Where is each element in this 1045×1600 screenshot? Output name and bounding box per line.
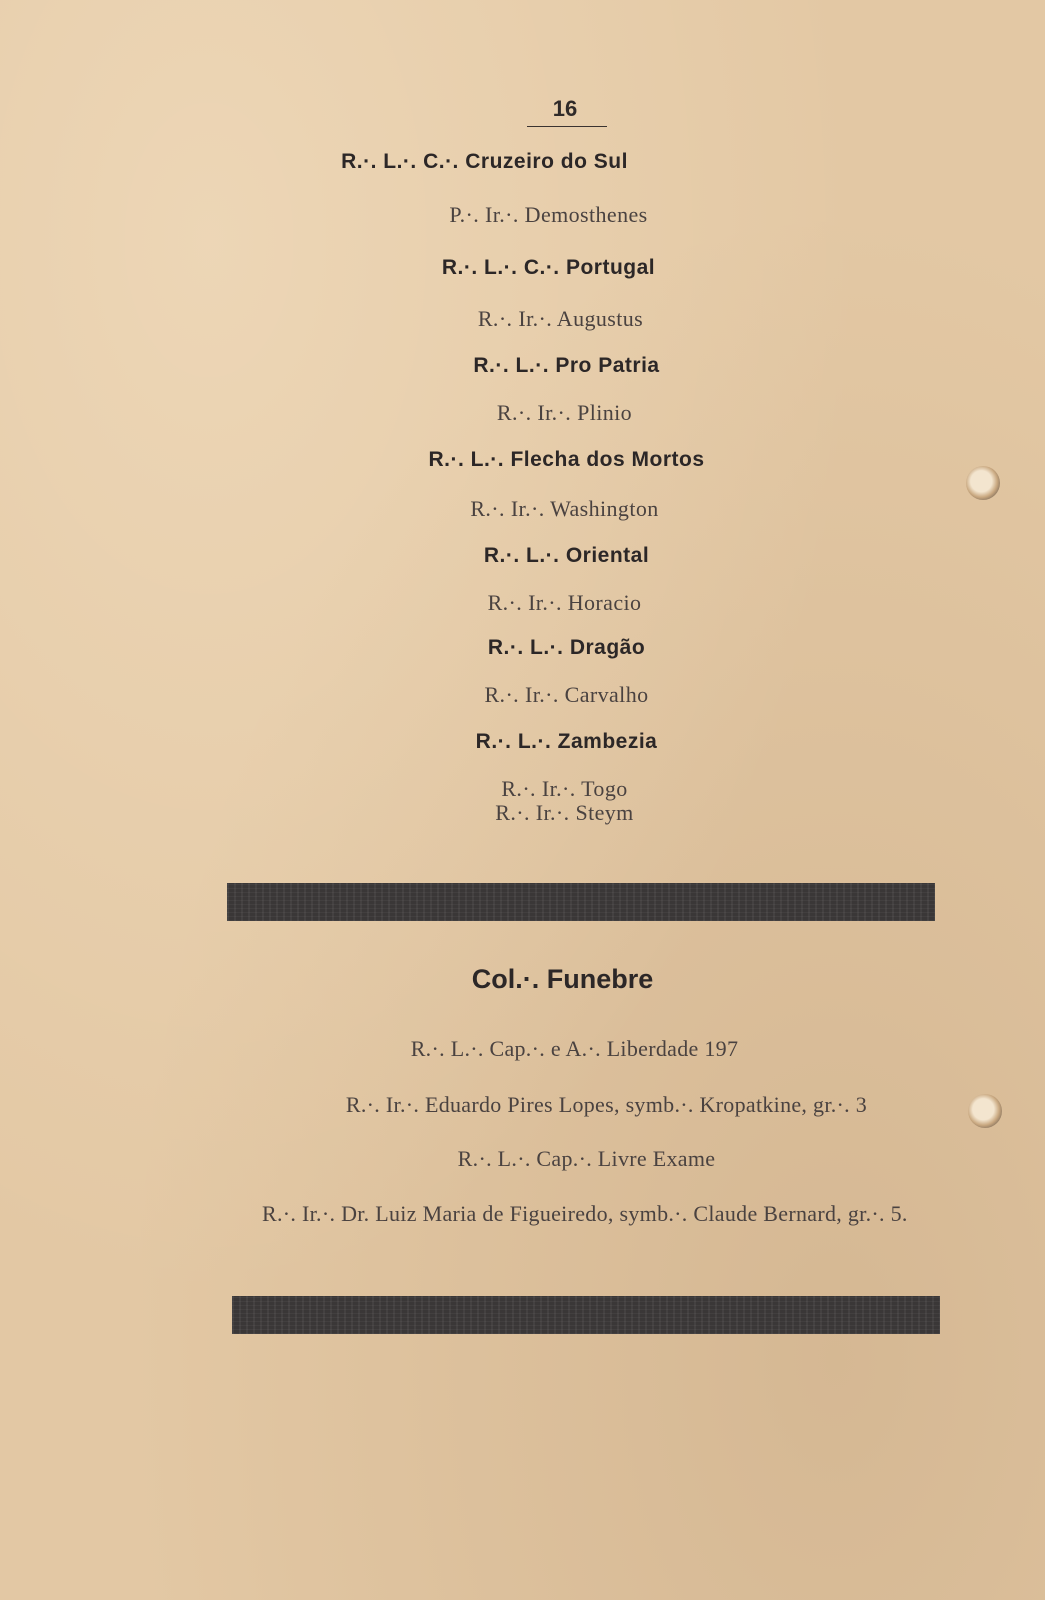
lodge-representative: R.·. Ir.·. Augustus bbox=[477, 306, 644, 331]
section-heading: Col.·. Funebre bbox=[471, 964, 654, 994]
lodge-name: R.·. L.·. C.·. Portugal bbox=[441, 256, 656, 279]
lodge-name: R.·. L.·. Pro Patria bbox=[473, 354, 660, 377]
lodge-name: R.·. L.·. Oriental bbox=[483, 544, 650, 567]
lodge-representative: R.·. Ir.·. Togo bbox=[501, 776, 628, 801]
divider-bar bbox=[232, 1296, 940, 1334]
lodge-name: R.·. L.·. Dragão bbox=[487, 636, 646, 659]
lodge-representative: P.·. Ir.·. Demosthenes bbox=[449, 202, 648, 227]
page-number: 16 bbox=[552, 96, 578, 121]
lodge-representative: R.·. Ir.·. Horacio bbox=[487, 590, 642, 615]
binding-hole bbox=[968, 1094, 1002, 1128]
lodge-name: R.·. L.·. Flecha dos Mortos bbox=[428, 448, 705, 471]
lodge-name: R.·. L.·. C.·. Cruzeiro do Sul bbox=[341, 150, 628, 173]
lodge-name: R.·. L.·. Cap.·. e A.·. Liberdade 197 bbox=[410, 1036, 739, 1061]
page-number-rule bbox=[527, 126, 607, 127]
lodge-representative: R.·. Ir.·. Washington bbox=[470, 496, 659, 521]
member-entry: R.·. Ir.·. Eduardo Pires Lopes, symb.·. Kropatkine, gr.·. 3 bbox=[345, 1092, 868, 1117]
lodge-representative: R.·. Ir.·. Steym bbox=[495, 800, 634, 825]
lodge-representative: R.·. Ir.·. Carvalho bbox=[484, 682, 649, 707]
divider-bar bbox=[227, 883, 935, 921]
lodge-representative: R.·. Ir.·. Plinio bbox=[496, 400, 633, 425]
lodge-name: R.·. L.·. Zambezia bbox=[475, 730, 658, 753]
member-entry: R.·. Ir.·. Dr. Luiz Maria de Figueiredo, symb.·. Claude Bernard, gr.·. 5. bbox=[262, 1201, 908, 1226]
lodge-name: R.·. L.·. Cap.·. Livre Exame bbox=[457, 1146, 716, 1171]
binding-hole bbox=[966, 466, 1000, 500]
